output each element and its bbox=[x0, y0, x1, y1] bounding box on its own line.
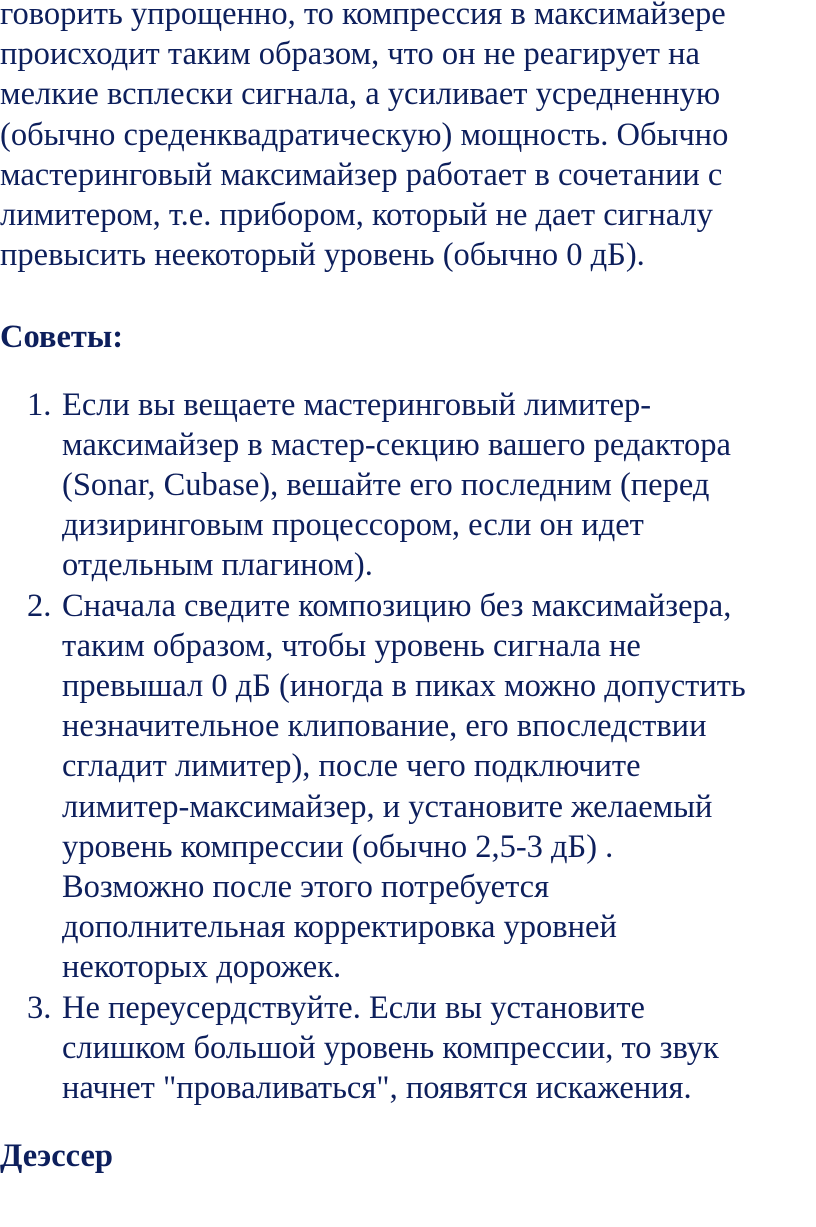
tip-item-2 bbox=[0, 586, 812, 988]
text-line: уровень компрессии (обычно 2,5-3 дБ) . bbox=[62, 828, 614, 865]
text-line: начнет "проваливаться", появятся искажения. bbox=[62, 1070, 692, 1107]
text-line: слишком большой уровень компрессии, то звук bbox=[62, 1029, 719, 1066]
text-line: лимитером, т.е. прибором, который не дает сигналу bbox=[0, 197, 713, 234]
text-line: Сначала сведите композицию без максимайзера, bbox=[62, 587, 732, 624]
text-line: мелкие всплески сигнала, а усиливает усредненную bbox=[0, 76, 721, 113]
text-line: происходит таким образом, что он не реагирует на bbox=[0, 36, 700, 73]
text-line: Возможно после этого потребуется bbox=[62, 869, 550, 906]
text-line: Не переусердствуйте. Если вы установите bbox=[62, 989, 645, 1026]
tip-item-1 bbox=[0, 385, 812, 586]
text-line: незначительное клипование, его впоследствии bbox=[62, 708, 707, 745]
text-line: таким образом, чтобы уровень сигнала не bbox=[62, 627, 641, 664]
text-line: отдельным плагином). bbox=[62, 547, 373, 584]
text-line: лимитер-максимайзер, и установите желаемый bbox=[62, 788, 713, 825]
deesser-heading: Деэссер bbox=[0, 1138, 113, 1175]
tip-item-3 bbox=[0, 988, 812, 1109]
text-line: говорить упрощенно, то компрессия в максимайзере bbox=[0, 0, 726, 32]
intro-paragraph bbox=[0, 0, 812, 275]
text-line: сгладит лимитер), после чего подключите bbox=[62, 748, 641, 785]
tip-number: 1. bbox=[27, 386, 52, 423]
text-line: некоторых дорожек. bbox=[62, 949, 342, 986]
text-line: дизиринговым процессором, если он идет bbox=[62, 507, 644, 544]
text-line: превысить неекоторый уровень (обычно 0 дБ). bbox=[0, 237, 645, 274]
tips-list bbox=[0, 385, 812, 1109]
text-line: максимайзер в мастер-секцию вашего редактора bbox=[62, 426, 731, 463]
text-line: (Sonar, Cubase), вешайте его последним (перед bbox=[62, 467, 710, 504]
tips-heading: Советы: bbox=[0, 319, 124, 356]
text-line: мастеринговый максимайзер работает в сочетании с bbox=[0, 156, 723, 193]
text-line: Если вы вещаете мастеринговый лимитер- bbox=[62, 386, 652, 423]
text-line: дополнительная корректировка уровней bbox=[62, 909, 617, 946]
text-line: (обычно среденквадратическую) мощность. Обычно bbox=[0, 116, 729, 153]
tip-number: 3. bbox=[27, 989, 52, 1026]
text-line: превышал 0 дБ (иногда в пиках можно допустить bbox=[62, 668, 746, 705]
tip-number: 2. bbox=[27, 587, 52, 624]
